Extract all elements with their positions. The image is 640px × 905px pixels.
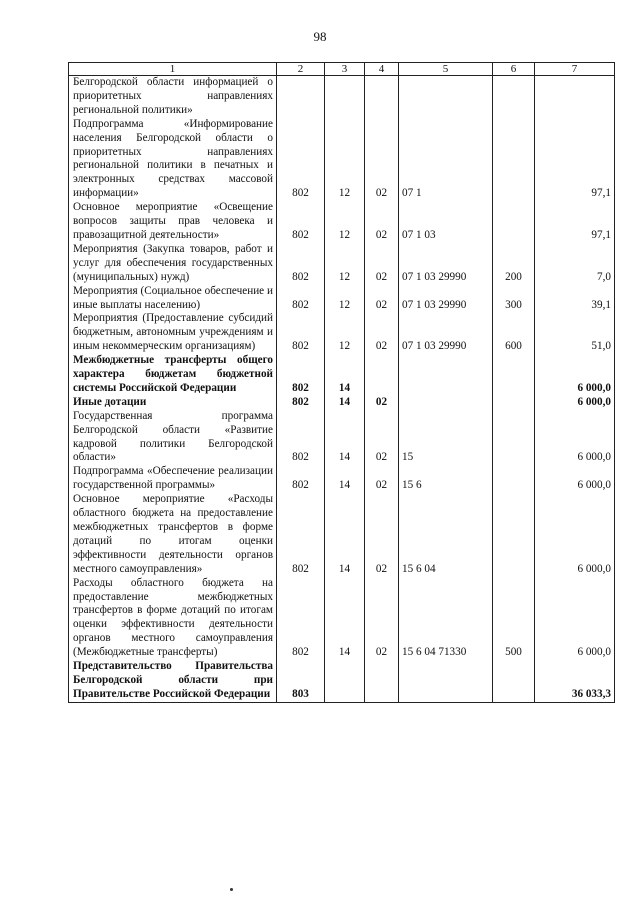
- row-section: 12: [325, 285, 365, 313]
- row-name: Мероприятия (Закупка товаров, работ и услуг для обеспечения государственных (муниципальных) нужд): [69, 243, 277, 285]
- row-target-article: [399, 396, 493, 410]
- row-name: Расходы областного бюджета на предоставление межбюджетных трансфертов в форме дотаций по итогам оценки эффективности деятельности органов местного самоуправления (Межбюджетные трансферты): [69, 577, 277, 660]
- row-section: 12: [325, 243, 365, 285]
- col-header-subsection: 4: [365, 63, 399, 76]
- row-target-article: 15 6 04 71330: [399, 577, 493, 660]
- table-row: [69, 410, 615, 466]
- row-expense-type: 500: [493, 577, 535, 660]
- row-name: Иные дотации: [69, 396, 277, 410]
- row-name: Мероприятия (Социальное обеспечение и иные выплаты населению): [69, 285, 277, 313]
- row-name: Основное мероприятие «Освещение вопросов защиты прав человека и правозащитной деятельности»: [69, 201, 277, 243]
- row-section: 14: [325, 577, 365, 660]
- row-amount: 6 000,0: [535, 493, 615, 576]
- row-section: 14: [325, 493, 365, 576]
- table-row: [69, 76, 615, 118]
- row-amount: [535, 76, 615, 118]
- row-subsection: [365, 354, 399, 396]
- row-ministry: 802: [277, 577, 325, 660]
- row-section: [325, 660, 365, 702]
- row-subsection: 02: [365, 410, 399, 466]
- row-amount: 36 033,3: [535, 660, 615, 702]
- col-header-name: 1: [69, 63, 277, 76]
- row-expense-type: 300: [493, 285, 535, 313]
- row-ministry: 802: [277, 285, 325, 313]
- row-ministry: 803: [277, 660, 325, 702]
- row-ministry: 802: [277, 312, 325, 354]
- row-amount: 97,1: [535, 201, 615, 243]
- row-amount: 7,0: [535, 243, 615, 285]
- row-target-article: 07 1 03 29990: [399, 312, 493, 354]
- row-amount: 39,1: [535, 285, 615, 313]
- row-subsection: 02: [365, 285, 399, 313]
- row-name: Подпрограмма «Информирование населения Белгородской области о приоритетных направлениях региональной политики в печатных и электронных средствах массовой информации»: [69, 118, 277, 201]
- row-target-article: 07 1 03: [399, 201, 493, 243]
- table-row: [69, 312, 615, 354]
- row-expense-type: [493, 410, 535, 466]
- row-section: 14: [325, 354, 365, 396]
- row-ministry: 802: [277, 118, 325, 201]
- table-row: [69, 660, 615, 702]
- row-subsection: 02: [365, 243, 399, 285]
- row-name: Мероприятия (Предоставление субсидий бюджетным, автономным учреждениям и иным некоммерческим организациям): [69, 312, 277, 354]
- row-expense-type: [493, 396, 535, 410]
- row-amount: 6 000,0: [535, 465, 615, 493]
- row-section: 14: [325, 465, 365, 493]
- row-subsection: [365, 660, 399, 702]
- table-row: [69, 118, 615, 201]
- row-target-article: 07 1: [399, 118, 493, 201]
- row-target-article: 07 1 03 29990: [399, 285, 493, 313]
- row-amount: 51,0: [535, 312, 615, 354]
- table-row: [69, 201, 615, 243]
- table-row: [69, 243, 615, 285]
- row-name: Представительство Правительства Белгородской области при Правительстве Российской Федерации: [69, 660, 277, 702]
- row-section: 12: [325, 118, 365, 201]
- row-amount: 6 000,0: [535, 354, 615, 396]
- row-ministry: [277, 76, 325, 118]
- row-subsection: 02: [365, 396, 399, 410]
- row-ministry: 802: [277, 465, 325, 493]
- row-expense-type: [493, 493, 535, 576]
- table-row: [69, 465, 615, 493]
- row-expense-type: [493, 354, 535, 396]
- row-ministry: 802: [277, 493, 325, 576]
- row-expense-type: [493, 76, 535, 118]
- row-section: 14: [325, 396, 365, 410]
- row-section: 14: [325, 410, 365, 466]
- col-header-section: 3: [325, 63, 365, 76]
- row-target-article: [399, 76, 493, 118]
- row-subsection: 02: [365, 118, 399, 201]
- table-header-row: [69, 63, 615, 76]
- table-row: [69, 354, 615, 396]
- row-amount: 6 000,0: [535, 410, 615, 466]
- row-name: Белгородской области информацией о приоритетных направлениях региональной политики»: [69, 76, 277, 118]
- table-row: [69, 577, 615, 660]
- row-target-article: 15 6 04: [399, 493, 493, 576]
- row-expense-type: 200: [493, 243, 535, 285]
- row-expense-type: [493, 201, 535, 243]
- table-row: [69, 396, 615, 410]
- row-section: [325, 76, 365, 118]
- row-name: Подпрограмма «Обеспечение реализации государственной программы»: [69, 465, 277, 493]
- row-expense-type: [493, 465, 535, 493]
- row-subsection: [365, 76, 399, 118]
- budget-table: [68, 62, 615, 703]
- row-amount: 97,1: [535, 118, 615, 201]
- scan-speck: [230, 888, 233, 891]
- row-target-article: 15: [399, 410, 493, 466]
- row-target-article: [399, 660, 493, 702]
- row-subsection: 02: [365, 493, 399, 576]
- row-subsection: 02: [365, 201, 399, 243]
- row-amount: 6 000,0: [535, 396, 615, 410]
- col-header-ministry: 2: [277, 63, 325, 76]
- row-ministry: 802: [277, 354, 325, 396]
- col-header-amount: 7: [535, 63, 615, 76]
- row-expense-type: 600: [493, 312, 535, 354]
- row-expense-type: [493, 660, 535, 702]
- row-subsection: 02: [365, 465, 399, 493]
- row-ministry: 802: [277, 243, 325, 285]
- col-header-target-article: 5: [399, 63, 493, 76]
- row-expense-type: [493, 118, 535, 201]
- row-target-article: 07 1 03 29990: [399, 243, 493, 285]
- col-header-expense-type: 6: [493, 63, 535, 76]
- row-name: Основное мероприятие «Расходы областного бюджета на предоставление межбюджетных трансфертов в форме дотаций по итогам оценки эффективности деятельности органов местного самоуправления»: [69, 493, 277, 576]
- row-ministry: 802: [277, 410, 325, 466]
- row-name: Государственная программа Белгородской области «Развитие кадровой политики Белгородской области»: [69, 410, 277, 466]
- row-section: 12: [325, 201, 365, 243]
- page-number: 98: [313, 29, 327, 44]
- row-name: Межбюджетные трансферты общего характера бюджетам бюджетной системы Российской Федерации: [69, 354, 277, 396]
- row-section: 12: [325, 312, 365, 354]
- table-row: [69, 285, 615, 313]
- row-target-article: [399, 354, 493, 396]
- row-ministry: 802: [277, 396, 325, 410]
- row-subsection: 02: [365, 312, 399, 354]
- row-amount: 6 000,0: [535, 577, 615, 660]
- row-ministry: 802: [277, 201, 325, 243]
- row-target-article: 15 6: [399, 465, 493, 493]
- row-subsection: 02: [365, 577, 399, 660]
- table-row: [69, 493, 615, 576]
